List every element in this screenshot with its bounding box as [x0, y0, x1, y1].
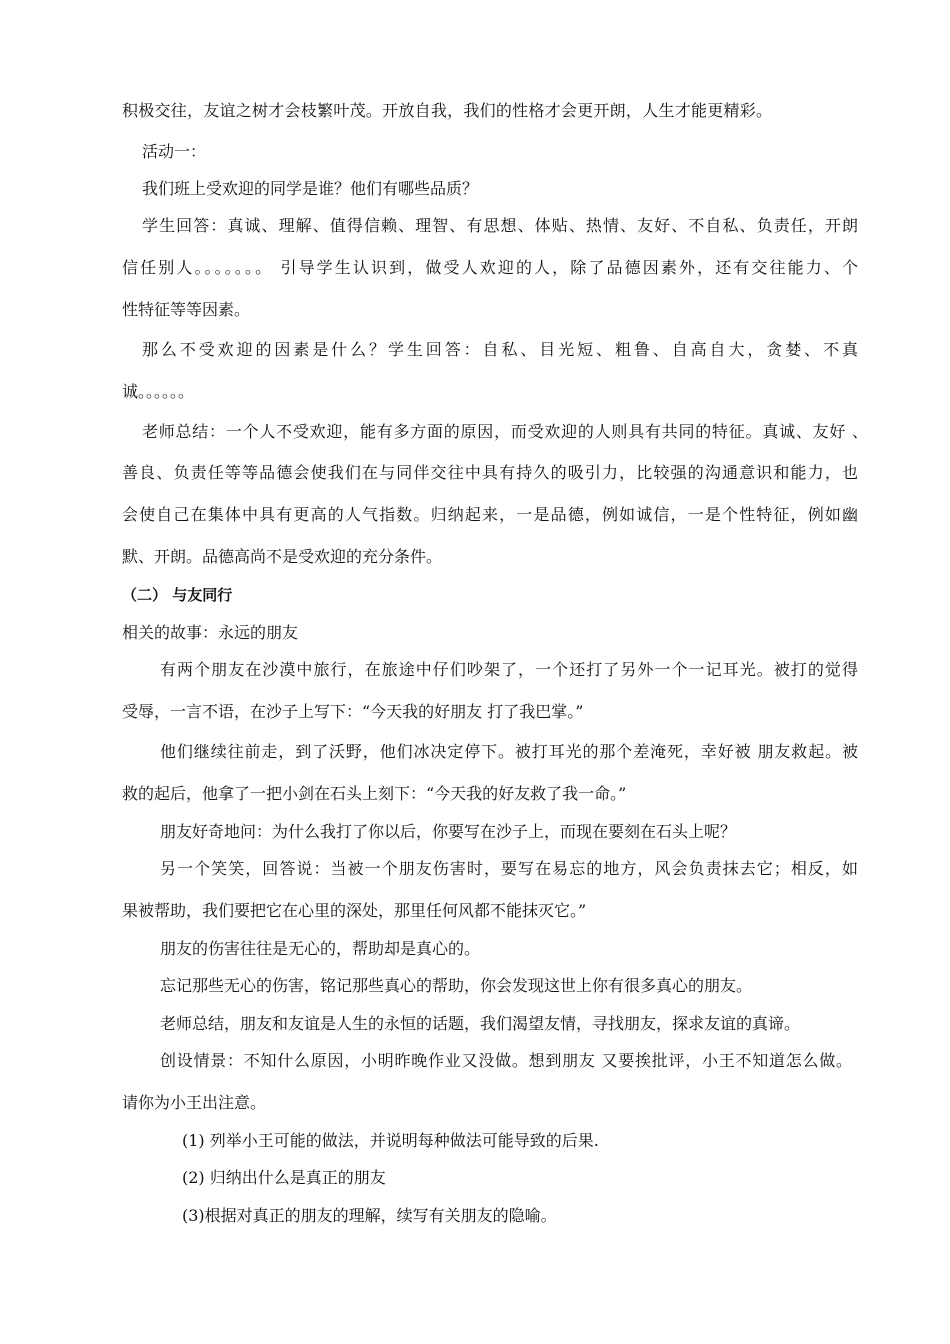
paragraph-line: 信任别人。。。。。。。 引导学生认识到，做受人欢迎的人，除了品德因素外，还有交往能力、个: [122, 258, 858, 277]
section-heading: （二） 与友同行: [122, 586, 233, 604]
activity-heading: 活动一：: [142, 142, 207, 161]
list-item: (3)根据对真正的朋友的理解，续写有关朋友的隐喻。: [182, 1206, 557, 1225]
paragraph-line: 果被帮助，我们要把它在心里的深处，那里任何风都不能抹灭它。”: [122, 901, 587, 920]
paragraph-line: 创设情景：不知什么原因，小明昨晚作业又没做。想到朋友 又要挨批评，小王不知道怎么做。: [160, 1051, 852, 1070]
paragraph-line: 受辱，一言不语，在沙子上写下：“今天我的好朋友 打了我巴掌。”: [122, 702, 584, 721]
paragraph-line: 那么不受欢迎的因素是什么？学生回答：自私、目光短、粗鲁、自高自大，贪婪、不真: [142, 340, 858, 359]
paragraph-line: 性特征等等因素。: [122, 300, 251, 319]
paragraph-line: 默、开朗。品德高尚不是受欢迎的充分条件。: [122, 547, 443, 566]
paragraph-line: 救的起后，他拿了一把小剑在石头上刻下：“今天我的好友救了我一命。”: [122, 784, 627, 803]
paragraph-line: 朋友好奇地问：为什么我打了你以后，你要写在沙子上，而现在要刻在石头上呢？: [160, 822, 737, 841]
paragraph-line: 老师总结：一个人不受欢迎，能有多方面的原因，而受欢迎的人则具有共同的特征。真诚、友好 、: [142, 422, 868, 441]
list-item: (2) 归纳出什么是真正的朋友: [182, 1168, 386, 1187]
paragraph-line: 我们班上受欢迎的同学是谁？他们有哪些品质？: [142, 179, 479, 198]
paragraph-line: 朋友的伤害往往是无心的，帮助却是真心的。: [160, 939, 481, 958]
paragraph-line: 请你为小王出注意。: [122, 1093, 267, 1112]
paragraph-line: 诚。。。。。。: [122, 382, 195, 401]
paragraph-line: 有两个朋友在沙漠中旅行，在旅途中仔们吵架了，一个还打了另外一个一记耳光。被打的觉得: [160, 660, 858, 679]
paragraph-line: 他们继续往前走，到了沃野，他们冰决定停下。被打耳光的那个差淹死，幸好被 朋友救起。被: [160, 742, 858, 761]
paragraph-line: 积极交往，友谊之树才会枝繁叶茂。开放自我，我们的性格才会更开朗，人生才能更精彩。: [122, 101, 772, 120]
paragraph-line: 老师总结，朋友和友谊是人生的永恒的话题，我们渴望友情，寻找朋友，探求友谊的真谛。: [160, 1014, 801, 1033]
story-title: 相关的故事：永远的朋友: [122, 623, 299, 642]
paragraph-line: 会使自己在集体中具有更高的人气指数。归纳起来，一是品德，例如诚信，一是个性特征，例如幽: [122, 505, 858, 524]
paragraph-line: 学生回答：真诚、理解、值得信赖、理智、有思想、体贴、热情、友好、不自私、负责任，开朗: [142, 216, 858, 235]
paragraph-line: 善良、负责任等等品德会使我们在与同伴交往中具有持久的吸引力，比较强的沟通意识和能力，也: [122, 463, 858, 482]
paragraph-line: 另一个笑笑，回答说：当被一个朋友伤害时，要写在易忘的地方，风会负责抹去它；相反，如: [160, 859, 858, 878]
list-item: (1) 列举小王可能的做法，并说明每种做法可能导致的后果.: [182, 1131, 599, 1150]
paragraph-line: 忘记那些无心的伤害，铭记那些真心的帮助，你会发现这世上你有很多真心的朋友。: [160, 976, 753, 995]
